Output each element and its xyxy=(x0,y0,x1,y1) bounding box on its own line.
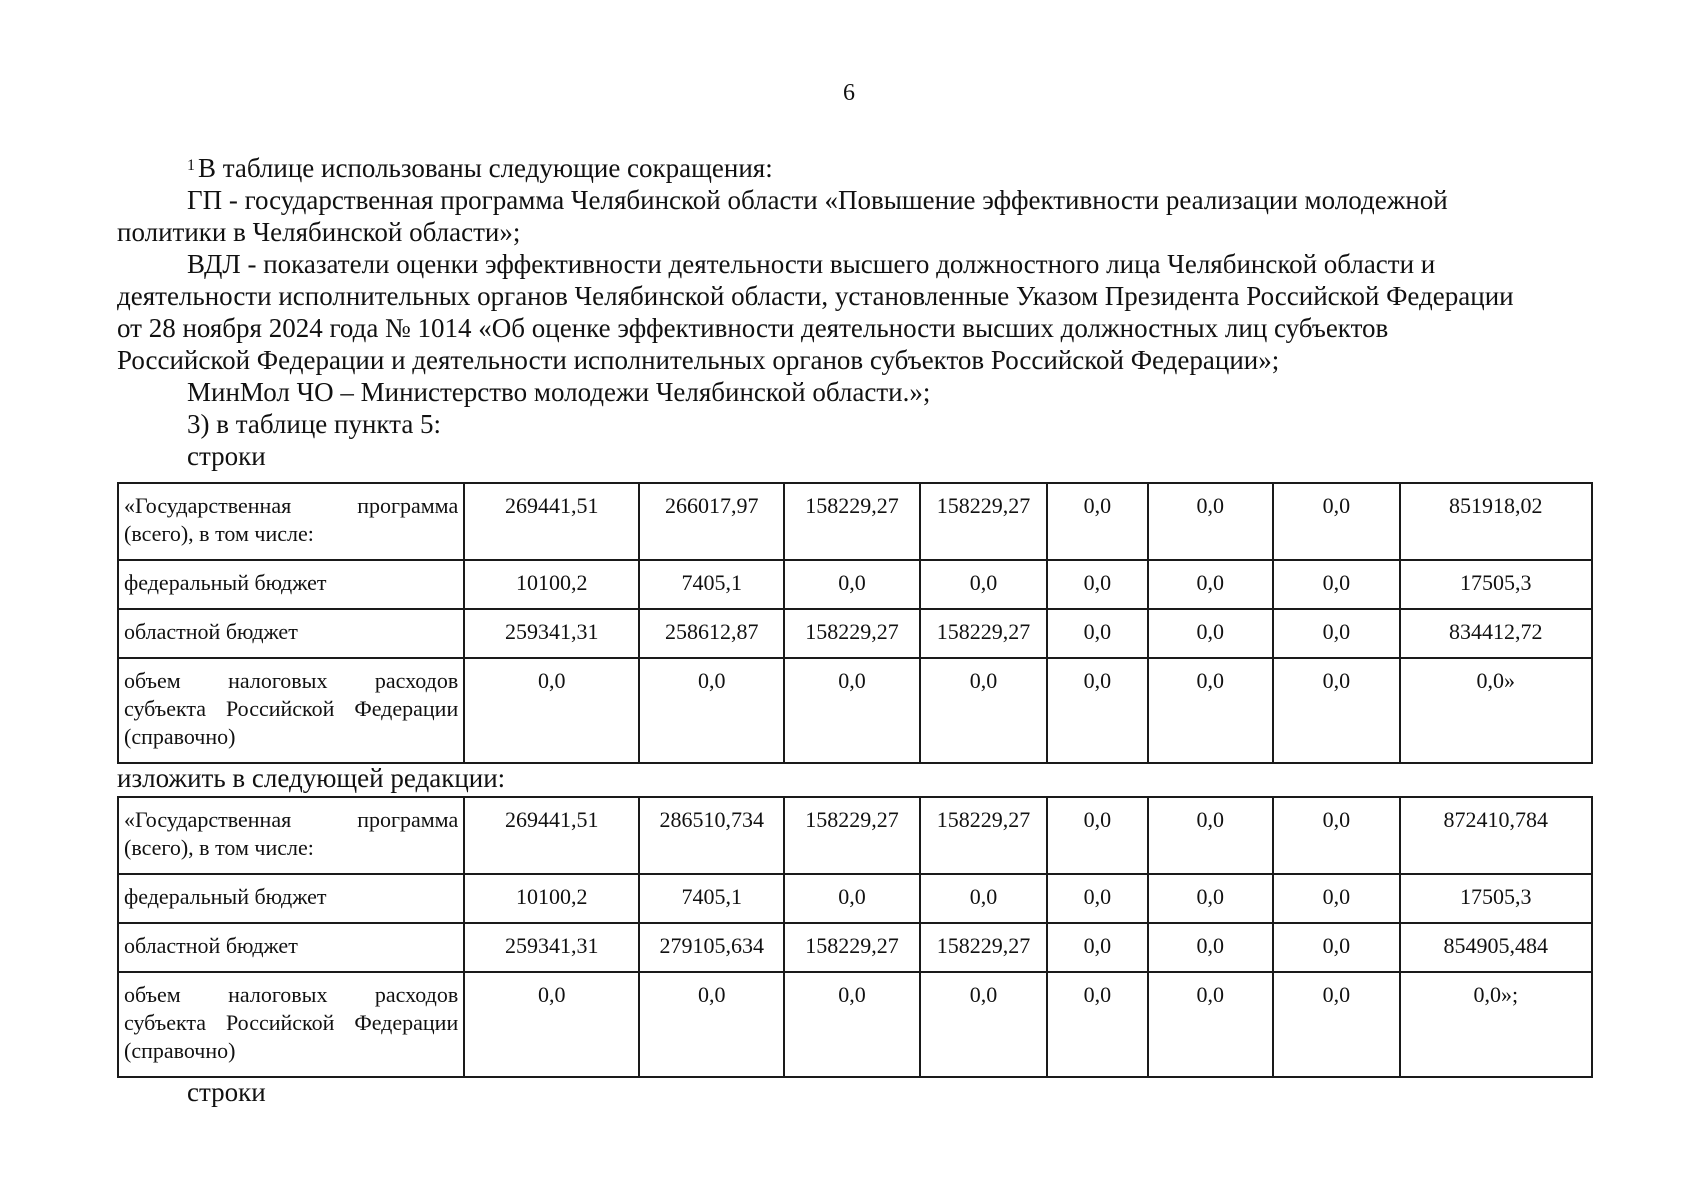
table-cell: 0,0 xyxy=(920,972,1048,1077)
new-wording-label: изложить в следующей редакции: xyxy=(117,763,506,793)
table-cell: 0,0 xyxy=(1047,658,1147,763)
table-cell: 0,0 xyxy=(639,658,784,763)
table-cell: 0,0 xyxy=(1148,560,1274,609)
abbr-vdl-line4: Российской Федерации и деятельности исполнительных органов субъектов Российской Федерации»; xyxy=(117,345,1280,375)
table-cell: 10100,2 xyxy=(464,560,639,609)
table-cell: 0,0 xyxy=(1273,972,1400,1077)
table-cell: 0,0 xyxy=(784,560,920,609)
table-cell: 258612,87 xyxy=(639,609,784,658)
table-cell: 158229,27 xyxy=(784,797,920,874)
table-cell: 0,0 xyxy=(1273,874,1400,923)
row-label-federal-budget: федеральный бюджет xyxy=(118,560,464,609)
table-row xyxy=(118,797,1592,874)
table-cell: 0,0 xyxy=(1148,874,1274,923)
table-row xyxy=(118,658,1592,763)
table-cell: 0,0 xyxy=(1273,483,1400,560)
table-cell: 158229,27 xyxy=(920,797,1048,874)
budget-table-new xyxy=(117,796,1593,1078)
table-cell: 0,0 xyxy=(1148,658,1274,763)
table-cell: 0,0 xyxy=(1047,923,1147,972)
table-cell: 872410,784 xyxy=(1400,797,1592,874)
table-cell: 158229,27 xyxy=(784,923,920,972)
table-cell: 7405,1 xyxy=(639,560,784,609)
table-cell: 286510,734 xyxy=(639,797,784,874)
rows-label-next: строки xyxy=(187,1077,266,1107)
table-cell: 0,0 xyxy=(784,874,920,923)
footnote-marker: 1 xyxy=(187,157,195,174)
table-cell: 158229,27 xyxy=(784,483,920,560)
table-cell: 854905,484 xyxy=(1400,923,1592,972)
table-cell: 0,0 xyxy=(1047,609,1147,658)
table-cell: 0,0 xyxy=(1148,483,1274,560)
table-cell: 0,0 xyxy=(1148,923,1274,972)
table-cell: 834412,72 xyxy=(1400,609,1592,658)
table-row xyxy=(118,972,1592,1077)
footnote-block xyxy=(117,152,1593,472)
abbr-vdl-line2: деятельности исполнительных органов Челябинской области, установленные Указом Президента Российской Федерации xyxy=(117,281,1514,311)
table-cell: 269441,51 xyxy=(464,797,639,874)
abbr-vdl-line3: от 28 ноября 2024 года № 1014 «Об оценке эффективности деятельности высших должностных лиц субъектов xyxy=(117,313,1389,343)
row-label-federal-budget: федеральный бюджет xyxy=(118,874,464,923)
table-cell: 0,0 xyxy=(1273,609,1400,658)
row-label-tax-expenditures: объем налоговых расходов субъекта Российской Федерации (справочно) xyxy=(118,658,464,763)
table-cell: 10100,2 xyxy=(464,874,639,923)
table-cell: 0,0 xyxy=(1047,560,1147,609)
table-cell: 0,0 xyxy=(1047,972,1147,1077)
table-cell: 269441,51 xyxy=(464,483,639,560)
table-cell: 17505,3 xyxy=(1400,560,1592,609)
table-row xyxy=(118,609,1592,658)
table-cell: 7405,1 xyxy=(639,874,784,923)
abbr-vdl-line1: ВДЛ - показатели оценки эффективности деятельности высшего должностного лица Челябинской области и xyxy=(187,249,1436,279)
table-cell: 279105,634 xyxy=(639,923,784,972)
table-cell: 0,0 xyxy=(1047,874,1147,923)
table-cell: 0,0 xyxy=(464,972,639,1077)
table-cell: 158229,27 xyxy=(920,483,1048,560)
abbr-minmol: МинМол ЧО – Министерство молодежи Челябинской области.»; xyxy=(187,377,931,407)
row-label-regional-budget: областной бюджет xyxy=(118,923,464,972)
table-cell: 0,0 xyxy=(1148,609,1274,658)
table-row xyxy=(118,923,1592,972)
abbr-gp-line1: ГП - государственная программа Челябинской области «Повышение эффективности реализации молодежной xyxy=(187,185,1448,215)
table-row xyxy=(118,560,1592,609)
footnote-intro-text: В таблице использованы следующие сокращения: xyxy=(198,153,773,183)
table-cell: 0,0 xyxy=(920,658,1048,763)
budget-table-old xyxy=(117,482,1593,764)
table-cell: 0,0» xyxy=(1400,658,1592,763)
table-cell: 158229,27 xyxy=(784,609,920,658)
table-row xyxy=(118,874,1592,923)
abbr-gp-line2: политики в Челябинской области»; xyxy=(117,217,521,247)
footnote-intro xyxy=(117,152,1593,184)
table-cell: 0,0 xyxy=(784,972,920,1077)
table-cell: 0,0 xyxy=(1273,923,1400,972)
table-cell: 0,0»; xyxy=(1400,972,1592,1077)
table-cell: 0,0 xyxy=(464,658,639,763)
table-cell: 851918,02 xyxy=(1400,483,1592,560)
rows-label-old: строки xyxy=(187,441,266,471)
table-cell: 0,0 xyxy=(1047,797,1147,874)
table-cell: 266017,97 xyxy=(639,483,784,560)
row-label-program-total: «Государственная программа (всего), в том числе: xyxy=(118,483,464,560)
amendment-point: 3) в таблице пункта 5: xyxy=(187,409,442,439)
page-number: 6 xyxy=(843,80,855,106)
row-label-tax-expenditures: объем налоговых расходов субъекта Российской Федерации (справочно) xyxy=(118,972,464,1077)
table-cell: 0,0 xyxy=(1273,560,1400,609)
table-cell: 259341,31 xyxy=(464,609,639,658)
table-row xyxy=(118,483,1592,560)
table-cell: 0,0 xyxy=(784,658,920,763)
row-label-regional-budget: областной бюджет xyxy=(118,609,464,658)
row-label-program-total: «Государственная программа (всего), в том числе: xyxy=(118,797,464,874)
table-cell: 17505,3 xyxy=(1400,874,1592,923)
table-cell: 0,0 xyxy=(1273,797,1400,874)
table-cell: 0,0 xyxy=(639,972,784,1077)
table-cell: 158229,27 xyxy=(920,609,1048,658)
table-cell: 158229,27 xyxy=(920,923,1048,972)
table-cell: 259341,31 xyxy=(464,923,639,972)
table-cell: 0,0 xyxy=(1047,483,1147,560)
table-cell: 0,0 xyxy=(1148,972,1274,1077)
table-cell: 0,0 xyxy=(1148,797,1274,874)
table-cell: 0,0 xyxy=(920,874,1048,923)
table-cell: 0,0 xyxy=(1273,658,1400,763)
table-cell: 0,0 xyxy=(920,560,1048,609)
